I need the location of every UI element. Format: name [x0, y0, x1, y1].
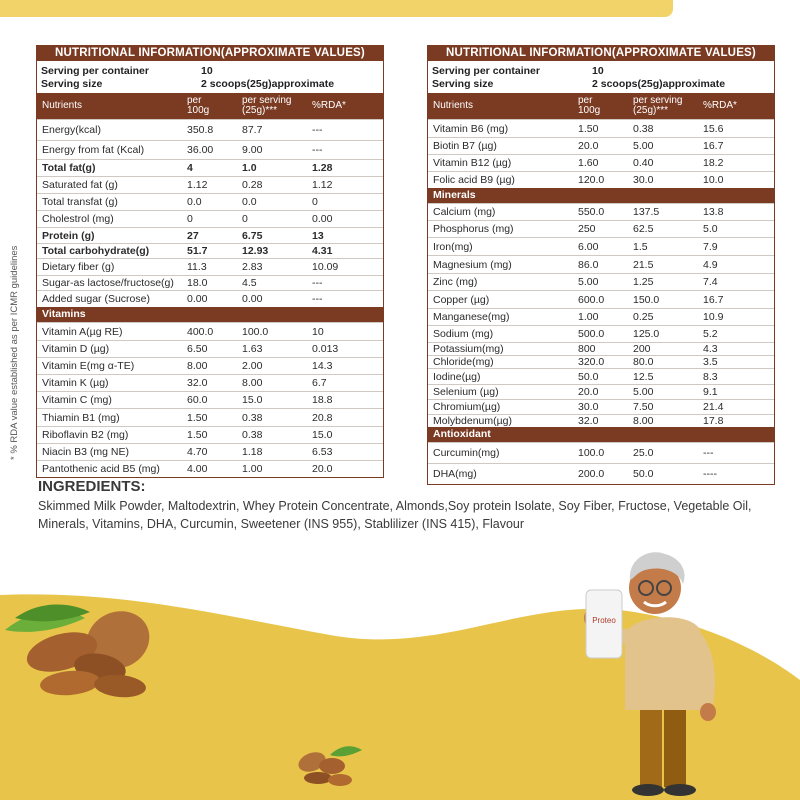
rda-value: 15.0 — [312, 429, 333, 441]
table-row — [37, 322, 383, 340]
nutrient-name: Sodium (mg) — [433, 328, 494, 340]
nutrient-name: Pantothenic acid B5 (mg) — [42, 463, 160, 475]
per100-value: 320.0 — [578, 356, 605, 368]
table-row — [428, 290, 774, 308]
table-header — [37, 93, 383, 119]
per-serving-value: 0.40 — [633, 157, 654, 169]
nutrient-name: Energy(kcal) — [42, 124, 101, 136]
per100-value: 1.00 — [578, 311, 599, 323]
ingredients-text: Skimmed Milk Powder, Maltodextrin, Whey Protein Concentrate, Almonds,Soy protein Isolate, Soy Fiber, Fructose, Vegetable Oil, Minerals, Vitamins, DHA, Curcumin, Sweetener (INS 955), Stablilizer (INS 415), Flavour — [38, 499, 752, 531]
nutrient-name: Curcumin(mg) — [433, 447, 500, 459]
minerals-rows — [428, 203, 774, 427]
per100-value: 4 — [187, 162, 193, 174]
per-serving-value: 1.0 — [242, 162, 257, 174]
rda-value: --- — [312, 277, 323, 289]
per-serving-value: 0.28 — [242, 179, 263, 191]
nutrient-name: Added sugar (Sucrose) — [42, 293, 150, 305]
per100-value: 0.0 — [187, 196, 202, 208]
header-per-serving: per serving (25g)*** — [242, 95, 292, 116]
per-serving-value: 7.50 — [633, 401, 654, 413]
nutrient-name: Chromium(µg) — [433, 401, 501, 413]
serving-per-container-row: Serving per container 10 — [41, 65, 213, 77]
header-per100: per 100g — [578, 95, 601, 116]
nutrient-name: Thiamin B1 (mg) — [42, 411, 120, 424]
table-row — [37, 243, 383, 258]
per-serving-value: 125.0 — [633, 328, 660, 340]
table-row — [37, 193, 383, 210]
per100-value: 800 — [578, 343, 596, 355]
table-row — [428, 255, 774, 273]
table-row — [37, 357, 383, 374]
per100-value: 5.00 — [578, 276, 599, 288]
per100-value: 1.50 — [187, 411, 208, 424]
per-serving-value: 50.0 — [633, 468, 654, 480]
per-serving-value: 1.25 — [633, 276, 654, 288]
rda-value: 16.7 — [703, 293, 724, 306]
per100-value: 550.0 — [578, 206, 605, 218]
per-serving-value: 2.83 — [242, 261, 263, 273]
per100-value: 0.00 — [187, 293, 208, 305]
top-banner-strip — [0, 0, 673, 17]
rda-value: 3.5 — [703, 356, 718, 368]
nutrient-name: Selenium (µg) — [433, 386, 499, 398]
per100-value: 50.0 — [578, 370, 599, 383]
rda-value: 9.1 — [703, 386, 718, 398]
per100-value: 36.00 — [187, 144, 214, 156]
nutrient-name: Vitamin B6 (mg) — [433, 122, 509, 135]
rda-footnote: * % RDA value established as per ICMR guidelines — [9, 245, 20, 460]
table-row — [428, 342, 774, 355]
antioxidant-rows — [428, 442, 774, 484]
rda-value: 10.9 — [703, 311, 724, 323]
per-serving-value: 8.00 — [242, 377, 263, 389]
table-row — [428, 119, 774, 137]
decorative-illustration — [0, 540, 800, 800]
rda-value: 0.013 — [312, 343, 339, 355]
per-serving-value: 1.63 — [242, 343, 263, 355]
per-serving-value: 0.25 — [633, 311, 654, 323]
rda-value: 7.4 — [703, 276, 718, 288]
rda-value: 14.3 — [312, 360, 333, 372]
table-row — [428, 368, 774, 384]
nutrient-name: Niacin B3 (mg NE) — [42, 446, 129, 458]
per100-value: 1.12 — [187, 179, 208, 191]
rda-value: 6.7 — [312, 377, 327, 389]
table-title: NUTRITIONAL INFORMATION(APPROXIMATE VALUES) — [428, 46, 774, 61]
table-row — [37, 426, 383, 443]
nutrient-name: Cholestrol (mg) — [42, 213, 114, 225]
rda-value: --- — [703, 447, 714, 459]
rda-value: 4.9 — [703, 258, 718, 271]
rda-value: 17.8 — [703, 415, 724, 427]
per100-value: 30.0 — [578, 401, 599, 413]
nutrient-name: Energy from fat (Kcal) — [42, 144, 145, 156]
rda-value: 4.31 — [312, 245, 333, 257]
per-serving-value: 5.00 — [633, 140, 654, 152]
per-serving-value: 25.0 — [633, 447, 654, 459]
nutrient-name: Potassium(mg) — [433, 343, 504, 355]
nutrient-name: Total carbohydrate(g) — [42, 245, 150, 257]
per-serving-value: 12.5 — [633, 370, 654, 383]
table-row — [428, 171, 774, 188]
nutrients-rows — [37, 119, 383, 307]
per-serving-value: 0.0 — [242, 196, 257, 208]
nutrient-name: Copper (µg) — [433, 293, 490, 306]
rda-value: 7.9 — [703, 240, 718, 253]
table-row — [37, 275, 383, 290]
per100-value: 60.0 — [187, 394, 208, 406]
per100-value: 20.0 — [578, 140, 599, 152]
nutrient-name: Vitamin B12 (µg) — [433, 157, 512, 169]
header-per-serving: per serving (25g)*** — [633, 95, 683, 116]
per-serving-value: 0.38 — [633, 122, 654, 135]
table-row — [428, 237, 774, 255]
rda-value: 20.8 — [312, 411, 333, 424]
rda-value: --- — [312, 144, 323, 156]
per100-value: 27 — [187, 229, 199, 242]
per100-value: 1.50 — [187, 429, 208, 441]
table-row — [37, 460, 383, 477]
rda-value: 5.2 — [703, 328, 718, 340]
per-serving-value: 8.00 — [633, 415, 654, 427]
table-row — [428, 154, 774, 171]
nutrient-name: Vitamin A(µg RE) — [42, 325, 123, 338]
rda-value: 0 — [312, 196, 318, 208]
table-row — [428, 137, 774, 154]
nutrient-name: Riboflavin B2 (mg) — [42, 429, 129, 441]
per100-value: 1.60 — [578, 157, 599, 169]
per100-value: 120.0 — [578, 174, 605, 186]
nutrient-name: Biotin B7 (µg) — [433, 140, 497, 152]
table-row — [37, 210, 383, 227]
ingredients-title: INGREDIENTS: — [38, 478, 146, 495]
per-serving-value: 0.38 — [242, 429, 263, 441]
per-serving-value: 150.0 — [633, 293, 660, 306]
table-row — [37, 119, 383, 140]
nutrient-name: Calcium (mg) — [433, 206, 496, 218]
nutrient-name: Magnesium (mg) — [433, 258, 512, 271]
vitamins-rows — [428, 119, 774, 188]
rda-value: 10.0 — [703, 174, 724, 186]
rda-value: 10 — [312, 325, 324, 338]
per100-value: 86.0 — [578, 258, 599, 271]
rda-value: 18.8 — [312, 394, 333, 406]
nutrient-name: Zinc (mg) — [433, 276, 478, 288]
nutrient-name: DHA(mg) — [433, 468, 477, 480]
per-serving-value: 4.5 — [242, 277, 257, 289]
table-row — [428, 220, 774, 237]
per-serving-value: 80.0 — [633, 356, 654, 368]
per100-value: 250 — [578, 223, 596, 235]
rda-value: 8.3 — [703, 370, 718, 383]
per-serving-value: 5.00 — [633, 386, 654, 398]
per100-value: 4.00 — [187, 463, 208, 475]
table-row — [37, 227, 383, 243]
per-serving-value: 137.5 — [633, 206, 660, 218]
rda-value: 18.2 — [703, 157, 724, 169]
per-serving-value: 87.7 — [242, 124, 263, 136]
vitamins-rows — [37, 322, 383, 477]
header-rda: %RDA* — [703, 100, 737, 111]
section-minerals: Minerals — [428, 188, 774, 203]
per100-value: 18.0 — [187, 277, 208, 289]
header-per100: per 100g — [187, 95, 210, 116]
per100-value: 200.0 — [578, 468, 605, 480]
serving-size-row: Serving size 2 scoops(25g)approximate — [432, 78, 726, 90]
table-row — [428, 308, 774, 325]
table-row — [37, 176, 383, 193]
nutrient-name: Folic acid B9 (µg) — [433, 174, 515, 186]
rda-value: 15.6 — [703, 122, 724, 135]
header-nutrients: Nutrients — [42, 100, 83, 111]
per100-value: 4.70 — [187, 446, 208, 458]
nutrient-name: Dietary fiber (g) — [42, 261, 115, 273]
table-row — [37, 290, 383, 307]
nutrient-name: Iron(mg) — [433, 240, 473, 253]
nutrient-name: Molybdenum(µg) — [433, 415, 512, 427]
rda-value: 21.4 — [703, 401, 724, 413]
rda-value: 13.8 — [703, 206, 724, 218]
nutrient-name: Vitamin C (mg) — [42, 394, 112, 406]
table-row — [37, 443, 383, 460]
rda-value: 6.53 — [312, 446, 333, 458]
per100-value: 32.0 — [187, 377, 208, 389]
table-title: NUTRITIONAL INFORMATION(APPROXIMATE VALUES) — [37, 46, 383, 61]
per-serving-value: 9.00 — [242, 144, 263, 156]
nutrient-name: Sugar-as lactose/fructose(g) — [42, 277, 174, 289]
rda-value: 10.09 — [312, 261, 339, 273]
per100-value: 11.3 — [187, 261, 207, 273]
table-row — [37, 140, 383, 159]
per100-value: 51.7 — [187, 245, 208, 257]
per100-value: 32.0 — [578, 415, 599, 427]
per100-value: 500.0 — [578, 328, 605, 340]
per100-value: 8.00 — [187, 360, 208, 372]
per100-value: 600.0 — [578, 293, 605, 306]
table-row — [37, 408, 383, 426]
per100-value: 100.0 — [578, 447, 605, 459]
per-serving-value: 1.00 — [242, 463, 263, 475]
per-serving-value: 2.00 — [242, 360, 263, 372]
per-serving-value: 0.00 — [242, 293, 263, 305]
per100-value: 0 — [187, 213, 193, 225]
rda-value: 4.3 — [703, 343, 718, 355]
per100-value: 1.50 — [578, 122, 599, 135]
table-row — [37, 159, 383, 176]
serving-per-container-row: Serving per container 10 — [432, 65, 604, 77]
header-nutrients: Nutrients — [433, 100, 474, 111]
rda-value: 20.0 — [312, 463, 333, 475]
per-serving-value: 1.5 — [633, 240, 648, 253]
rda-value: 16.7 — [703, 140, 724, 152]
rda-value: ---- — [703, 468, 717, 480]
cup-logo: Proteo — [592, 616, 616, 625]
rda-value: 1.28 — [312, 162, 333, 174]
nutrient-name: Chloride(mg) — [433, 356, 494, 368]
per-serving-value: 0 — [242, 213, 248, 225]
per-serving-value: 30.0 — [633, 174, 654, 186]
per100-value: 350.8 — [187, 124, 214, 136]
rda-value: 0.00 — [312, 213, 333, 225]
rda-value: 5.0 — [703, 223, 718, 235]
nutrient-name: Vitamin E(mg α-TE) — [42, 360, 135, 372]
per100-value: 6.00 — [578, 240, 599, 253]
table-row — [428, 203, 774, 220]
table-row — [37, 374, 383, 391]
table-row — [37, 391, 383, 408]
table-row — [428, 273, 774, 290]
nutrition-table-left — [36, 45, 384, 478]
per-serving-value: 6.75 — [242, 229, 263, 242]
serving-size-row: Serving size 2 scoops(25g)approximate — [41, 78, 335, 90]
nutrition-table-right — [427, 45, 775, 485]
nutrient-name: Total fat(g) — [42, 162, 96, 174]
table-row — [428, 414, 774, 427]
per100-value: 20.0 — [578, 386, 599, 398]
per-serving-value: 1.18 — [242, 446, 263, 458]
table-row — [428, 384, 774, 399]
per-serving-value: 100.0 — [242, 325, 269, 338]
nutrient-name: Vitamin D (µg) — [42, 343, 110, 355]
per100-value: 6.50 — [187, 343, 208, 355]
table-row — [428, 325, 774, 342]
per-serving-value: 21.5 — [633, 258, 654, 271]
rda-value: --- — [312, 124, 323, 136]
rda-value: --- — [312, 293, 323, 305]
table-header — [428, 93, 774, 119]
table-row — [428, 355, 774, 368]
table-row — [37, 258, 383, 275]
table-row — [428, 442, 774, 463]
table-row — [37, 340, 383, 357]
per-serving-value: 15.0 — [242, 394, 263, 406]
per100-value: 400.0 — [187, 325, 214, 338]
per-serving-value: 0.38 — [242, 411, 263, 424]
rda-value: 1.12 — [312, 179, 333, 191]
rda-value: 13 — [312, 229, 324, 242]
nutrient-name: Total transfat (g) — [42, 196, 118, 208]
header-rda: %RDA* — [312, 100, 346, 111]
section-vitamins: Vitamins — [37, 307, 383, 322]
table-row — [428, 463, 774, 484]
per-serving-value: 12.93 — [242, 245, 269, 257]
nutrient-name: Iodine(µg) — [433, 370, 481, 383]
nutrient-name: Phosphorus (mg) — [433, 223, 514, 235]
nutrient-name: Protein (g) — [42, 229, 95, 242]
nutrient-name: Saturated fat (g) — [42, 179, 118, 191]
table-row — [428, 399, 774, 414]
section-antioxidant: Antioxidant — [428, 427, 774, 442]
nutrient-name: Manganese(mg) — [433, 311, 510, 323]
nutrient-name: Vitamin K (µg) — [42, 377, 109, 389]
per-serving-value: 62.5 — [633, 223, 654, 235]
per-serving-value: 200 — [633, 343, 651, 355]
